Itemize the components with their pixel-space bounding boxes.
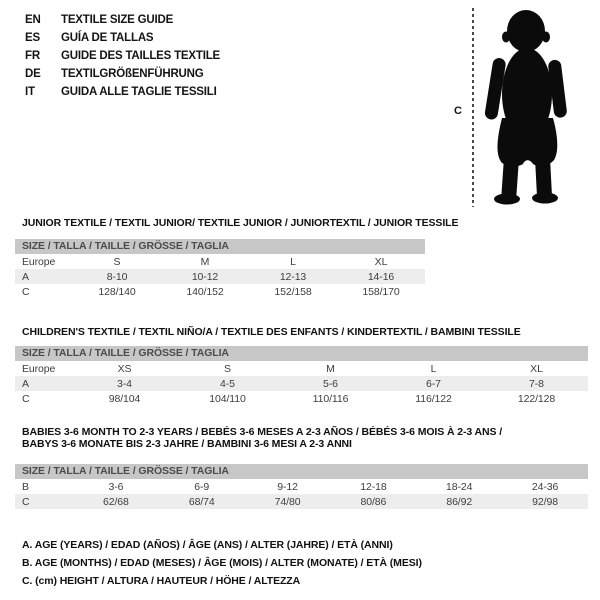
size-header-bar: SIZE / TALLA / TAILLE / GRÖSSE / TAGLIA <box>15 464 588 479</box>
row-label: A <box>22 270 29 283</box>
size-cell: 6-9 <box>194 480 210 493</box>
size-cell: 152/158 <box>274 285 312 298</box>
size-cell: 3-4 <box>117 377 132 390</box>
row-label: Europe <box>22 362 56 375</box>
size-table <box>15 254 425 299</box>
row-label: A <box>22 377 29 390</box>
size-cell: 86/92 <box>446 495 473 508</box>
language-label: GUIDE DES TAILLES TEXTILE <box>61 50 220 62</box>
language-item <box>25 83 220 101</box>
language-label: TEXTILGRÖßENFÜHRUNG <box>61 68 204 80</box>
table-row <box>15 254 425 269</box>
size-cell: 158/170 <box>362 285 400 298</box>
size-cell: M <box>326 362 335 375</box>
size-cell: 140/152 <box>186 285 224 298</box>
row-label: B <box>22 480 29 493</box>
height-dotted-line <box>472 8 474 207</box>
baby-silhouette-icon <box>478 6 578 206</box>
size-cell: 7-8 <box>529 377 544 390</box>
size-cell: 8-10 <box>106 270 128 283</box>
table-title: JUNIOR TEXTILE / TEXTIL JUNIOR/ TEXTILE JUNIOR / JUNIORTEXTIL / JUNIOR TESSILE <box>22 217 459 229</box>
language-label: GUÍA DE TALLAS <box>61 32 154 44</box>
language-label: TEXTILE SIZE GUIDE <box>61 14 174 26</box>
size-cell: XL <box>530 362 543 375</box>
table-title: CHILDREN'S TEXTILE / TEXTIL NIÑO/A / TEXTILE DES ENFANTS / KINDERTEXTIL / BAMBINI TESSILE <box>22 326 521 338</box>
size-cell: 74/80 <box>274 495 301 508</box>
table-row <box>15 391 588 406</box>
size-header-bar: SIZE / TALLA / TAILLE / GRÖSSE / TAGLIA <box>15 239 425 254</box>
row-label: C <box>22 495 30 508</box>
size-cell: XL <box>374 255 388 268</box>
size-cell: 5-6 <box>323 377 338 390</box>
size-cell: L <box>290 255 296 268</box>
size-cell: 98/104 <box>108 392 141 405</box>
table-row <box>15 376 588 391</box>
table-row <box>15 361 588 376</box>
language-code: IT <box>25 86 35 98</box>
language-code: FR <box>25 50 40 62</box>
language-item <box>25 11 220 29</box>
language-list <box>25 11 220 101</box>
size-legend <box>22 536 422 590</box>
size-table <box>15 479 588 509</box>
size-cell: 122/128 <box>517 392 556 405</box>
language-code: ES <box>25 32 40 44</box>
size-cell: 116/122 <box>415 392 452 405</box>
size-cell: M <box>200 255 210 268</box>
table-title: BABIES 3-6 MONTH TO 2-3 YEARS / BEBÉS 3-6 MESES A 2-3 AÑOS / BÉBÉS 3-6 MOIS À 2-3 ANS / <box>22 426 503 438</box>
legend-line: B. AGE (MONTHS) / EDAD (MESES) / ÂGE (MOIS) / ALTER (MONATE) / ETÀ (MESI) <box>22 557 422 569</box>
legend-line: C. (cm) HEIGHT / ALTURA / HAUTEUR / HÖHE / ALTEZZA <box>22 575 301 587</box>
size-cell: 6-7 <box>426 377 441 390</box>
size-cell: 24-36 <box>531 480 559 493</box>
size-cell: 128/140 <box>98 285 136 298</box>
size-cell: 80/86 <box>360 495 387 508</box>
size-cell: 4-5 <box>220 377 235 390</box>
table-row <box>15 494 588 509</box>
size-cell: L <box>430 362 437 375</box>
table-row <box>15 284 425 299</box>
size-cell: 92/98 <box>532 495 558 508</box>
size-cell: 14-16 <box>367 270 395 283</box>
language-code: DE <box>25 68 41 80</box>
language-label: GUIDA ALLE TAGLIE TESSILI <box>61 86 217 98</box>
table-title: BABYS 3-6 MONATE BIS 2-3 JAHRE / BAMBINI 3-6 MESI A 2-3 ANNI <box>22 438 352 450</box>
junior-textile-table-section <box>15 217 459 299</box>
language-code: EN <box>25 14 41 26</box>
size-cell: 10-12 <box>191 270 219 283</box>
size-table <box>15 361 588 406</box>
size-cell: 62/68 <box>103 495 129 508</box>
size-cell: 12-13 <box>279 270 307 283</box>
row-label: C <box>22 392 30 405</box>
childrens-textile-table-section <box>15 326 588 406</box>
language-item <box>25 29 220 47</box>
size-cell: 68/74 <box>188 495 215 508</box>
language-item <box>25 47 220 65</box>
size-cell: 12-18 <box>360 480 387 493</box>
size-cell: 9-12 <box>277 480 298 493</box>
size-header-bar: SIZE / TALLA / TAILLE / GRÖSSE / TAGLIA <box>15 346 588 361</box>
size-cell: S <box>224 362 231 375</box>
table-row <box>15 479 588 494</box>
size-cell: 18-24 <box>446 480 473 493</box>
size-cell: 104/110 <box>209 392 246 405</box>
row-label: Europe <box>22 255 56 268</box>
height-marker-label: C <box>454 105 462 117</box>
size-cell: 110/116 <box>312 392 349 405</box>
row-label: C <box>22 285 30 298</box>
size-cell: XS <box>117 362 132 375</box>
legend-line: A. AGE (YEARS) / EDAD (AÑOS) / ÂGE (ANS) / ALTER (JAHRE) / ETÀ (ANNI) <box>22 539 393 551</box>
babies-textile-table-section <box>15 426 588 509</box>
size-cell: 3-6 <box>108 480 124 493</box>
size-cell: S <box>113 255 121 268</box>
language-item <box>25 65 220 83</box>
table-row <box>15 269 425 284</box>
